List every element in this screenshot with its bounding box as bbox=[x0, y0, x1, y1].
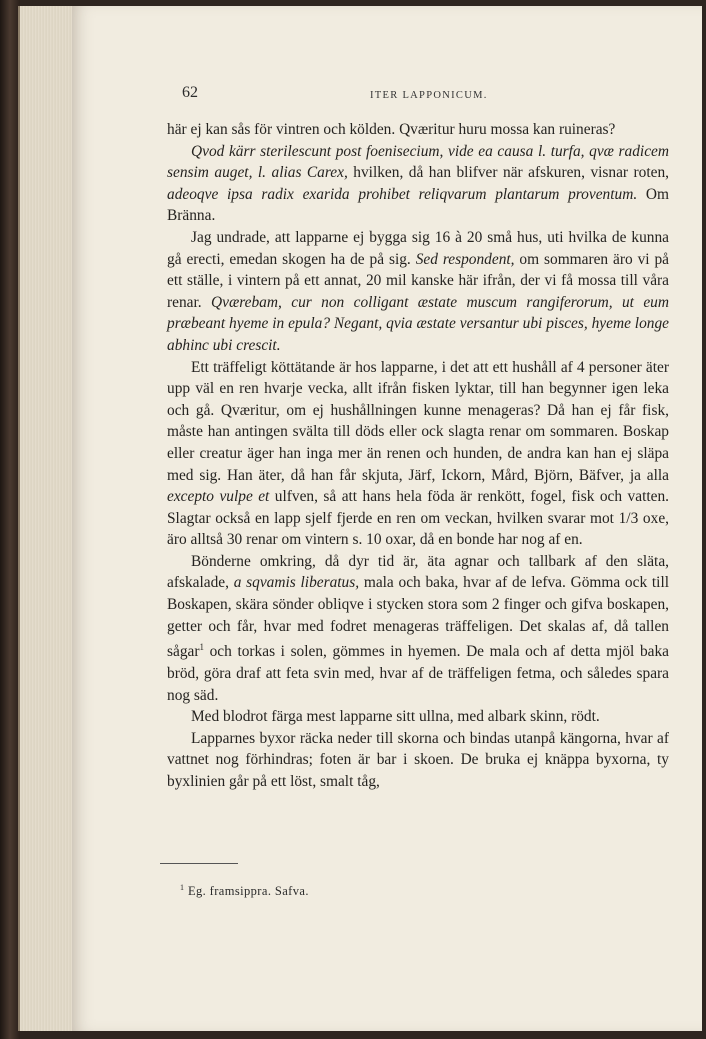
footnote-rule bbox=[160, 863, 238, 864]
paragraph-1: här ej kan sås för vintren och kölden. Qværitur huru mossa kan ruineras? bbox=[167, 121, 616, 138]
swedish-text: mala och baka, hvar af de lefva. Gömma ock till Boskapen, skära sönder obliqve i stycken stora som 2 finger och gifva boskapen, getter och får, hvar med fodret menageras träffeligen. Det skalas af, då tallen sågar bbox=[167, 574, 669, 661]
swedish-text: Ett träffeligt köttätande är hos lapparne, i det att ett hushåll af 4 personer äter upp väl en ren hvarje vecka, allt ifrån fisken lyktar, till han begynner igen leka och gå. Qværitur, om ej hushållningen kunne menageras? Då han ej får fisk, måste han antingen svälta till döds eller ock slagta renar om sommaren. Boskap eller creatur äger han inga mer än renen och hunden, de andra kan han ej släpa med sig. Han äter, då han får skjuta, Järf, Ickorn, Mård, Björn, Bäfver, ja alla bbox=[167, 358, 669, 484]
paragraph-7: Lapparnes byxor räcka neder till skorna och bindas utanpå kängorna, hvar af vattnet nog förhindras; foten är bar i skoen. De bruka ej knäppa byxorna, ty byxlinien går på ett löst, smalt tåg, bbox=[167, 729, 669, 790]
footnote-mark: 1 bbox=[180, 883, 185, 892]
book-spine bbox=[0, 0, 20, 1039]
footnote-text: Eg. framsippra. Safva. bbox=[187, 884, 309, 899]
swedish-text: ulfven, så att hans hela föda är renkött, fogel, fisk och vatten. Slagtar också en lapp sjelf fjerde en ren om veckan, hvilken svarar mot 1/3 oxe, äro alltså 30 renar om vintern s. 10 oxar, då en bonde har nog af en. bbox=[167, 488, 669, 549]
footnote-reference: 1 bbox=[199, 642, 204, 653]
latin-text: adeoqve ipsa radix exarida prohibet reliqvarum plantarum proventum. bbox=[167, 185, 638, 203]
book-page bbox=[72, 6, 702, 1031]
footnote bbox=[180, 883, 309, 899]
page-number: 62 bbox=[182, 84, 198, 101]
latin-text: excepto vulpe et bbox=[167, 488, 270, 506]
latin-text: a sqvamis liberatus, bbox=[233, 574, 360, 592]
swedish-text: och torkas i solen, gömmes in hyemen. De mala och af detta mjöl baka bröd, göra draf att feta svin med, hvar af de träffeligen fetma, och således spara nog säd. bbox=[167, 643, 669, 704]
page-header bbox=[72, 84, 702, 108]
paragraph-3 bbox=[167, 227, 669, 357]
latin-text: Sed respondent, bbox=[415, 250, 515, 268]
swedish-text: Bönderne omkring, då dyr tid är, äta agnar och tallbark af den släta, afskalade, bbox=[167, 552, 669, 592]
latin-text: Qværebam, cur non colligant æstate muscum rangiferorum, ut eum præbeant hyeme in epula? Negant, qvia æstate versantur ubi pisces, hyeme longe abhinc ubi crescit. bbox=[167, 293, 669, 354]
swedish-text: Jag undrade, att lapparne ej bygga sig 16 à 20 små hus, uti hvilka de kunna gå erecti, emedan skogen ha de på sig. bbox=[167, 228, 669, 268]
paragraph-6: Med blodrot färga mest lapparne sitt ullna, med albark skinn, rödt. bbox=[191, 708, 600, 726]
swedish-text: Om Bränna. bbox=[167, 185, 669, 225]
paragraph-4 bbox=[167, 357, 669, 551]
swedish-text: om sommaren äro vi på ett ställe, i vintern på ett annat, 20 mil kanske här ifrån, der vi få mossa till våra renar. bbox=[167, 250, 670, 311]
latin-text: Qvod kärr sterilescunt post foenisecium, vide ea causa l. turfa, qvæ radicem sensim auget, l. alias Carex, bbox=[167, 142, 669, 182]
body-text bbox=[167, 119, 669, 793]
paragraph-5 bbox=[167, 551, 669, 706]
paragraph-2 bbox=[167, 141, 669, 227]
swedish-text: hvilken, då han blifver när afskuren, visnar roten, bbox=[347, 164, 670, 182]
running-title: ITER LAPPONICUM. bbox=[370, 90, 488, 101]
